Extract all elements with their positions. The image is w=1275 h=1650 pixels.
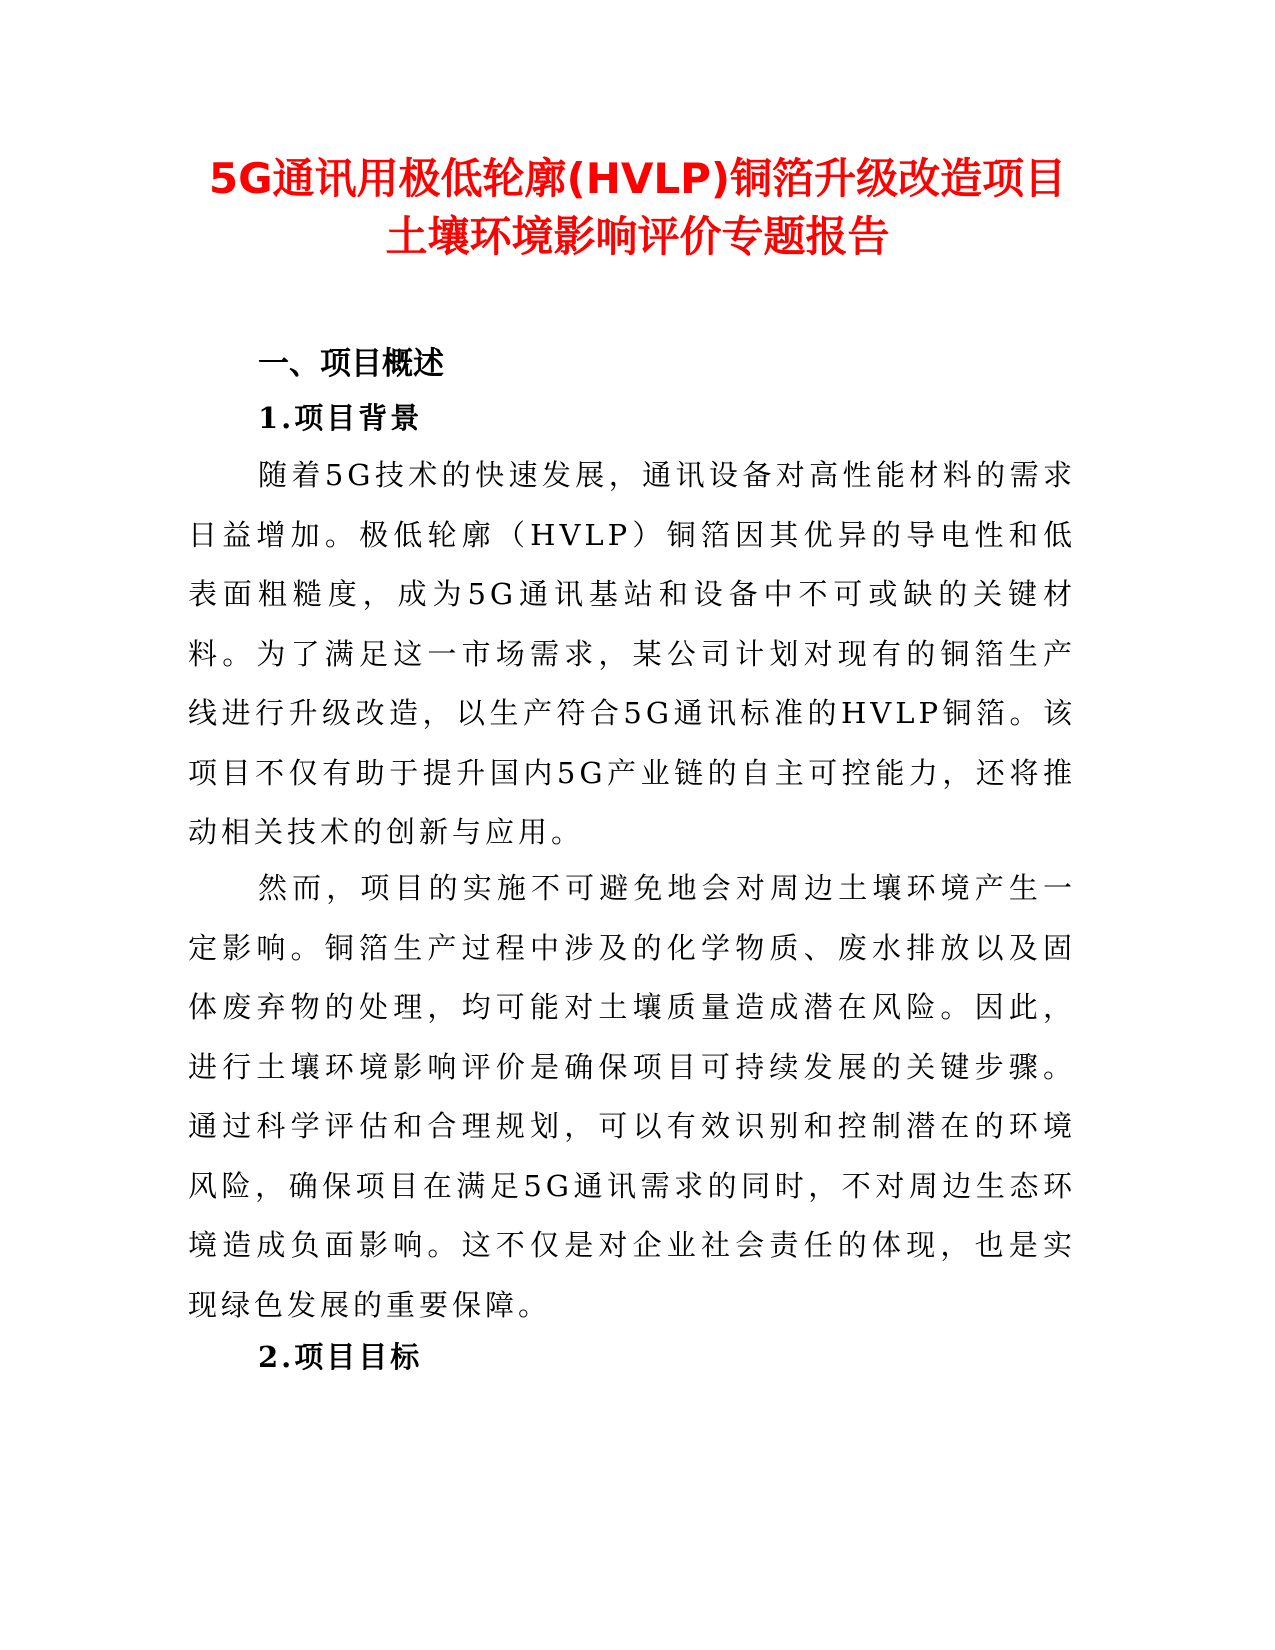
document-title-line-1: 5G通讯用极低轮廓(HVLP)铜箔升级改造项目 [208,154,1067,203]
subheading-project-background: 1.项目背景 [258,401,423,435]
subheading-project-goals: 2.项目目标 [258,1340,423,1374]
paragraph-background-2: 然而，项目的实施不可避免地会对周边土壤环境产生一定影响。铜箔生产过程中涉及的化学物质、废水排放以及固体废弃物的处理，均可能对土壤质量造成潜在风险。因此，进行土壤环境影响评价是确保项目可持续发展的关键步骤。通过科学评估和合理规划，可以有效识别和控制潜在的环境风险，确保项目在满足5G通讯需求的同时，不对周边生态环境造成负面影响。这不仅是对企业社会责任的体现，也是实现绿色发展的重要保障。 [188,871,1076,1322]
document-title [0,150,1275,266]
section-heading-overview: 一、项目概述 [258,346,444,382]
paragraph-background-1: 随着5G技术的快速发展，通讯设备对高性能材料的需求日益增加。极低轮廓（HVLP）铜箔因其优异的导电性和低表面粗糙度，成为5G通讯基站和设备中不可或缺的关键材料。为了满足这一市场需求，某公司计划对现有的铜箔生产线进行升级改造，以生产符合5G通讯标准的HVLP铜箔。该项目不仅有助于提升国内5G产业链的自主可控能力，还将推动相关技术的创新与应用。 [188,458,1076,849]
document-title-line-2: 土壤环境影响评价专题报告 [385,212,890,261]
